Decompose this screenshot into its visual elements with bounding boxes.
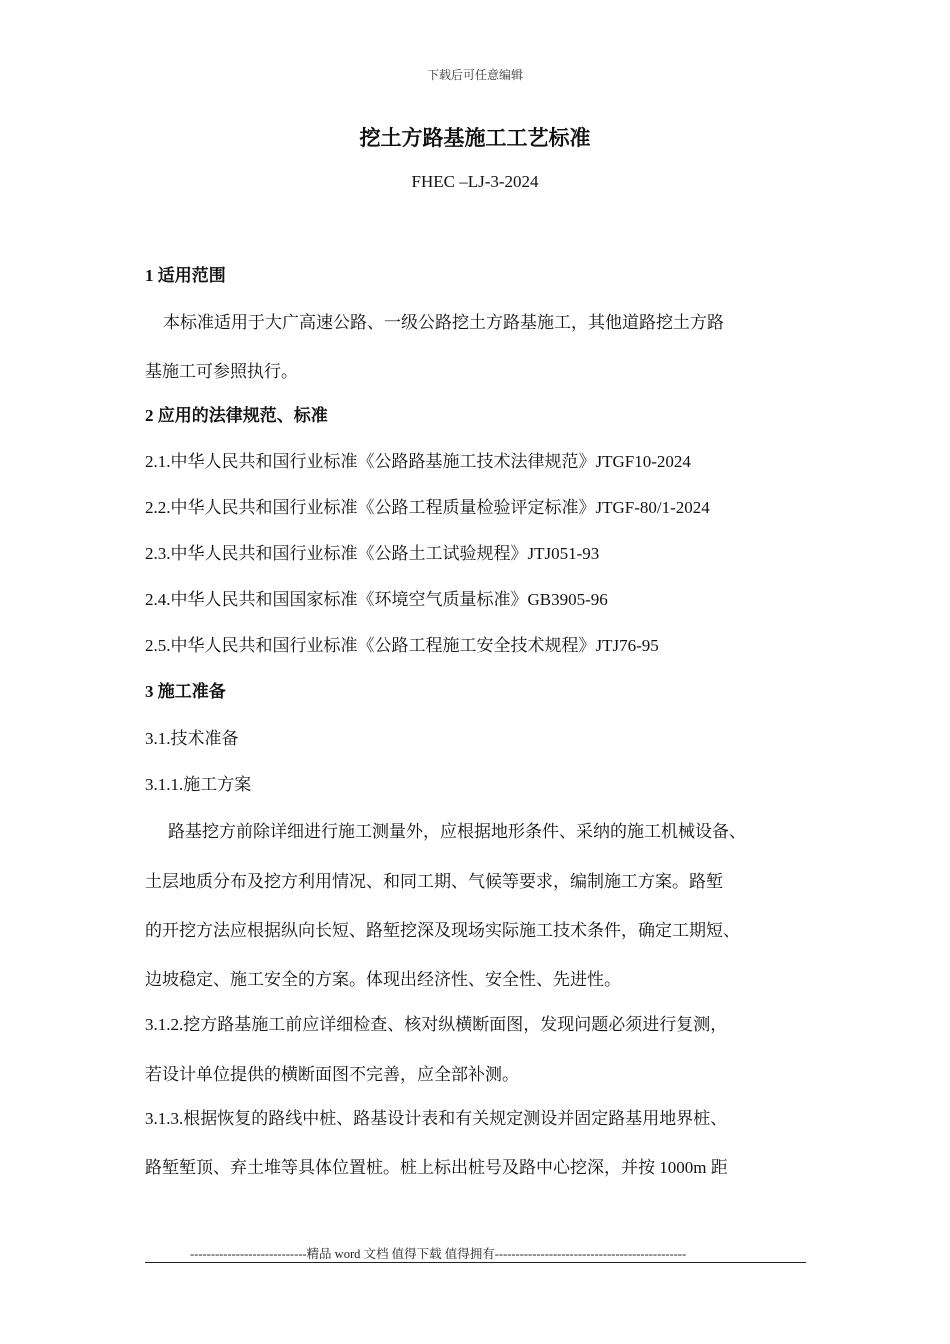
subsection-heading: 3.1.技术准备: [145, 729, 239, 748]
paragraph-line: 土层地质分布及挖方利用情况、和同工期、气候等要求，编制施工方案。路堑: [145, 872, 723, 891]
standard-list-item: 2.2.中华人民共和国行业标准《公路工程质量检验评定标准》JTGF-80/1-2024: [145, 498, 710, 517]
section-1-paragraph-line: 本标准适用于大广高速公路、一级公路挖土方路基施工，其他道路挖土方路: [163, 313, 724, 332]
paragraph-line: 路堑堑顶、弃土堆等具体位置桩。桩上标出桩号及路中心挖深，并按 1000m 距: [145, 1158, 728, 1177]
paragraph-line: 3.1.2.挖方路基施工前应详细检查、核对纵横断面图，发现问题必须进行复测，: [145, 1015, 728, 1034]
paragraph-line: 边坡稳定、施工安全的方案。体现出经济性、安全性、先进性。: [145, 970, 621, 989]
standard-list-item: 2.3.中华人民共和国行业标准《公路土工试验规程》JTJ051-93: [145, 544, 600, 563]
paragraph-line: 3.1.3.根据恢复的路线中桩、路基设计表和有关规定测设并固定路基用地界桩、: [145, 1109, 728, 1128]
section-3-heading: 3 施工准备: [145, 682, 226, 701]
header-note: 下载后可任意编辑: [426, 68, 523, 82]
document-title: 挖土方路基施工工艺标准: [359, 126, 591, 150]
section-1-paragraph-line: 基施工可参照执行。: [145, 362, 298, 381]
document-code: FHEC –LJ-3-2024: [411, 172, 539, 191]
paragraph-line: 若设计单位提供的横断面图不完善，应全部补测。: [145, 1065, 519, 1084]
section-1-heading: 1 适用范围: [145, 266, 226, 285]
section-2-heading: 2 应用的法律规范、标准: [145, 406, 328, 425]
footer-note: ----------------------------精品 word 文档 值得下载 值得拥有----------------------------------------------: [190, 1247, 687, 1261]
standard-list-item: 2.1.中华人民共和国行业标准《公路路基施工技术法律规范》JTGF10-2024: [145, 452, 691, 471]
footer-divider: [145, 1262, 806, 1263]
paragraph-line: 路基挖方前除详细进行施工测量外，应根据地形条件、采纳的施工机械设备、: [168, 822, 746, 841]
standard-list-item: 2.4.中华人民共和国国家标准《环境空气质量标准》GB3905-96: [145, 590, 608, 609]
paragraph-line: 的开挖方法应根据纵向长短、路堑挖深及现场实际施工技术条件，确定工期短、: [145, 921, 740, 940]
subsection-heading: 3.1.1.施工方案: [145, 775, 252, 794]
standard-list-item: 2.5.中华人民共和国行业标准《公路工程施工安全技术规程》JTJ76-95: [145, 636, 659, 655]
